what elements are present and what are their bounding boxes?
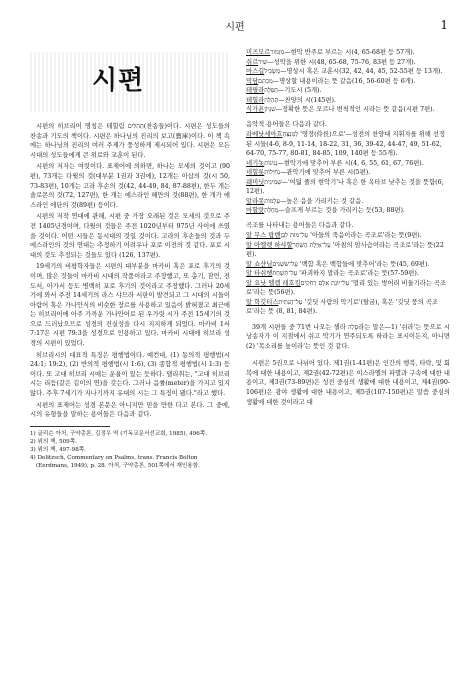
term-text: מָחֲלַת—슬프게 부르는 것을 가리키는 듯(53, 88편).	[264, 207, 405, 214]
melody-term-item	[246, 298, 450, 317]
music-term-item	[246, 130, 450, 159]
footnote: 2) 위의 책, 509쪽.	[30, 438, 77, 445]
psalm-type-item	[246, 58, 450, 68]
term-text: שִׁיר—성악을 위한 시(48, 65-68, 75-76, 83편 등 27개).	[258, 58, 416, 66]
right-column	[246, 48, 450, 409]
term-label: 알 타쉬헷	[246, 270, 273, 277]
authors-paragraph: 시편의 저자는 여럿이다. 표제어에 의하면, 하나는 모세의 것이고 (90편), 73개는 다윗의 것(대부분 1권과 3권에), 12개는 아삽의 것(시 50, 73-83편), 10개는 고라 후손의 것(42, 44-49, 84, 87-88편), 한두 개는 솔로몬의 것(72, 127편), 한 개는 에스라인 헤만의 것(88편), 한 개가 에스라인 에단의 것(89편) 등이다.	[30, 163, 230, 209]
page-title: 시편	[92, 66, 145, 96]
term-label: 쉬르	[246, 58, 259, 66]
term-label: 라메낫세아흐	[246, 131, 283, 138]
psalm-type-item	[246, 96, 450, 106]
books-paragraph: 시편은 5권으로 나뉘어 있다. 제1권(1-41편)은 인간의 행복, 타락, 및 회복에 대한 내용이고, 제2권(42-72편)은 이스라엘의 파멸과 구속에 대한 내용이고, 제3권(73-89편)은 성전 중심의 생활에 대한 내용이고, 제4권(90-106편)은 광야 생활에 대한 내용이고, 제5권(107-150편)은 말씀 중심의 생활에 대한 것이라고 대	[246, 360, 450, 406]
music-term-item	[246, 206, 450, 216]
term-text: עַל־שֹׁשַׁנִּים '백합 혹은 백합들에 맞추어'라는 뜻(45, 69편).	[272, 260, 430, 268]
footnote-rule	[30, 426, 110, 427]
footnote: 3) 위의 책, 497-98쪽.	[30, 446, 86, 453]
term-label: 마할랏	[246, 207, 265, 214]
term-text: מַשְׂכִּיל—명상시 혹은 교훈시(32, 42, 44, 45, 52-55편 등 13개).	[264, 68, 443, 75]
term-text: עֲלָמוֹת—높은 음을 가리키는 것 같음.	[264, 197, 364, 205]
term-text: עַל־תַּשְׁחֵת '파괴하지 말라는 곡조로'라는 뜻(57-59편).	[272, 270, 419, 277]
melody-term-item	[246, 231, 450, 241]
term-text: לַמְנַצֵּחַ '영장(伶長)으로'—성전의 찬양대 지휘자를 위해 선정된 시들(4-6, 8-9, 11-14, 18-22, 31, 36, 39-42, 44-47, 49, 51-62, 64-70, 75-77, 80-81, 84-85, 109, 140편 등 55개).	[246, 131, 446, 157]
term-text: תְּהִלָּה—찬양의 시(145편).	[264, 96, 336, 104]
melody-term-item	[246, 279, 450, 298]
intro-paragraph: 시편의 히브리어 명칭은 테힐림 תְּהִלִּים(찬송들)이다. 시편은 성도들의 찬송과 기도의 책이다. 시편은 하나님의 진리의 보고(寶庫)이다. 이 책 속에는 하나님의 진리의 여러 주제가 풍성하게 제시되어 있다. 시편은 모든 시대의 성도들에게 큰 위로와 교훈이 된다.	[30, 123, 230, 159]
term-label: 미즈모르	[246, 49, 271, 56]
melody-term-item	[246, 241, 450, 260]
term-label: 식가욘	[246, 106, 265, 113]
term-label: 알 아엘렛 하샤할	[246, 241, 293, 249]
term-label: 테힐라	[246, 96, 265, 104]
music-term-item	[246, 168, 450, 178]
term-label: 믹담	[246, 77, 259, 85]
term-text: שִׁגָּיוֹן—정확한 뜻은 모르나 변척적인 시라는 뜻 같음(시편 7편).	[264, 106, 435, 113]
psalm-type-item	[246, 67, 450, 77]
footnote: 1) 글리슨 아처, 구약총론, 김정우 역 (기독교문서선교회, 1985), 496쪽.	[30, 430, 208, 437]
melody-term-item	[246, 269, 450, 279]
term-label: 테필라	[246, 87, 265, 94]
music-term-item	[246, 159, 450, 169]
term-text: מִזְמוֹר—현악 반주로 부르는 시(4, 65-68편 등 57개).	[270, 49, 415, 56]
date-paragraph: 시편의 저작 연대에 관해, 시편 중 가장 오래된 것은 모세의 것으로 주전 1405년경이며, 다윗의 것들은 주전 1020년부터 975년 사이에 쓰였을 것이다. 어떤 시들은 동시대의 것일 것이다. 고라의 후손들의 것과 두 에스라인의 것의 연대는 추정하기 어려우나 포로 이전의 것 같다. 포로 시대의 것도 추정되는 것들도 있다 (126, 137편).	[30, 213, 230, 259]
psalm-type-item	[246, 86, 450, 96]
term-text: נְחִילוֹת—관악기에 맞추어 부른 시(5편).	[264, 169, 371, 176]
term-label: 네힐롯	[246, 169, 265, 176]
psalm-type-item	[246, 77, 450, 87]
psalm-type-item	[246, 48, 450, 58]
term-text: עַל־אַיֶּלֶת הַשַּׁחַר '아침의 암사슴이라는 곡조로'라는 뜻(22편).	[246, 241, 444, 258]
term-text: תְּפִלָּה—기도시 (5개).	[264, 87, 322, 94]
term-text: עַל־מוּת לַבֵּן '아들의 죽음이라는 곡조로'라는 뜻(9편).	[280, 232, 422, 239]
term-label: 쉐미닛	[246, 178, 265, 186]
melody-term-item	[246, 260, 450, 270]
parallelism-paragraph: 히브리시의 대표적 특징은 평행법이다. 예컨대, (1) 동의적 평행법(시 24:1; 19:2), (2) 반의적 평행법(시 1:6), (3) 종합적 평행법(시 1:3) 등이다. 또 고대 히브리 시에는 운율이 있는 듯하다. 델리취는, "고대 히브리 시는 리듬(같은 길이의 연)을 갖는다. 그러나 음률(meter)을 가지고 있지 않다. 주후 7세기가 지나기까지 유대의 시는 그 특징이 됐다."라고 했다.	[30, 351, 230, 398]
titles-paragraph: 시편의 표제어는 성경 본문은 아니지만 믿을 만한 다고 본다. 그 중에, 시의 유형들을 말하는 용어들은 다음과 같다.	[30, 401, 230, 419]
term-label: 네기놋	[246, 159, 265, 167]
term-text: מִכְתָּם—명상할 내용이라는 뜻 같음(16, 56-60편 등 6개).	[258, 77, 416, 85]
term-label: 마스길	[246, 68, 265, 75]
term-text: עַל־יוֹנַת אֵלֶם רְחֹקִים '멀리 있는 벙어리 비둘기라는 곡조로'라는 뜻(56편).	[246, 279, 447, 296]
term-label: 알 학깃티스	[246, 298, 279, 306]
title-band	[30, 52, 230, 116]
music-term-item	[246, 197, 450, 207]
running-head: 시편	[225, 22, 245, 33]
selah-paragraph: 39개 시편들 중 71번 나오는 셀라 סֶלָה라는 말은—1) '쉬라'는 뜻으로 시 낭송자가 이 지점에서 쉬고 악기가 연주되도록 하라는 표시이든지, 아니면 (2) '목소리를 높이라'는 뜻인 것 같다.	[246, 323, 450, 350]
term-text: נְגִינוֹת—현악기에 맞추어 부른 시(4, 6, 55, 61, 67, 76편).	[264, 159, 424, 167]
left-column	[30, 52, 230, 470]
music-terms-intro: 음악적 용어들은 다음과 같다.	[246, 120, 327, 128]
term-label: 알 쇼샨님	[246, 260, 273, 268]
footnote: 4) Delitzsch, Commentary on Psalms, trans. Francis Bolton (Eerdmans, 1949), p. 28. 아처, 구약총론, 501쪽에서 재인용함.	[30, 454, 200, 469]
criticism-paragraph: 19세기의 비평학자들은 시편의 대부분을 마카비 혹은 포로 후기의 것이며, 많은 것들이 마카비 시대의 작품이라고 주장했고, 또 총기, 잠언, 전도서, 아가서 등도 병백히 포로 후기의 것이라고 주장했다. 그러나 20세기에 와서 주전 14세기의 라스 샤므라 서판이 발견되고 그 시대의 시들이 아람어 혹은 가나안식의 비슷한 장르를 사용하고 있음이 밝혀졌고 최근에는 히브리어에 아주 가까운 가나안어로 된 우가릿 시가 주전 15세기의 것으로 드러났으므로 성경의 진실성을 다시 지지하게 되었다. 마카비 1서 7:17은 시편 79:3을 성경으로 인용하고 있다. 마카비 시대에 히브리 성경의 시편이 있었다.	[30, 263, 230, 348]
psalm-type-item	[246, 105, 450, 115]
music-term-item	[246, 178, 450, 197]
term-text: שְׁמִינִית—'여덟 줄의 현악기'나 혹은 한 옥타브 낮추는 것을 뜻함(6, 12편).	[246, 178, 444, 195]
term-label: 알라못	[246, 197, 265, 205]
term-text: עַל־הַגִּתִּית '깃딧 사람의 악기로'(탈굼), 혹은 '깃딧 풍의 곡조로'라는 뜻 (8, 81, 84편).	[246, 298, 438, 315]
page-number: 1	[440, 18, 448, 32]
term-label: 알 요낫 엘렘 레호킴	[246, 279, 301, 287]
melody-terms-intro: 곡조를 나타내는 용어들은 다음과 같다.	[246, 221, 354, 229]
term-label: 알 무스 랍벤	[246, 232, 281, 239]
